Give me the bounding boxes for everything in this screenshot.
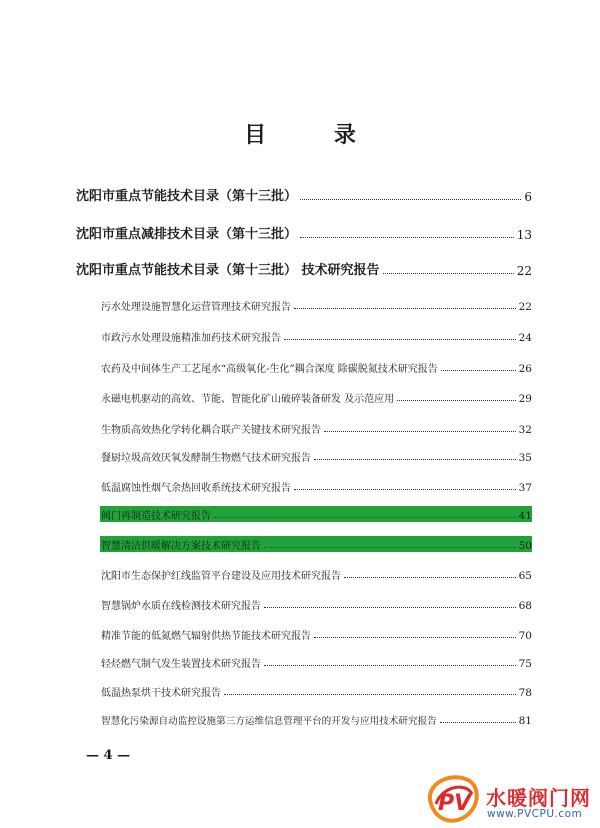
toc-page-number: 32 [518,424,532,436]
toc-main-entry[interactable] [76,223,532,242]
toc-sub-entry-highlighted[interactable] [100,506,532,522]
toc-page-number: 70 [518,630,532,642]
toc-sub-entry[interactable] [101,328,532,344]
watermark-url: www.PVCPU.com [487,808,583,820]
dot-leader [300,237,514,238]
toc-entry-label: 低温热泵烘干技术研究报告 [101,688,221,699]
toc-sub-entry[interactable] [101,654,532,670]
toc-entry-label: 餐厨垃圾高效厌氧发酵制生物燃气技术研究报告 [101,453,311,464]
dot-leader [440,722,516,723]
dot-leader [397,400,515,401]
page-number: — 4 — [86,748,131,763]
toc-page-number: 26 [518,363,532,375]
dot-leader [264,607,516,608]
toc-page-number: 41 [518,510,532,522]
toc-page-number: 50 [518,540,532,552]
toc-sub-entry[interactable] [101,683,532,699]
dot-leader [344,577,516,578]
toc-page-number: 35 [518,452,532,464]
toc-main-entry[interactable] [76,185,532,204]
toc-entry-label: 农药及中间体生产工艺尾水“高级氧化-生化”耦合深度 除碳脱氮技术研究报告 [101,364,438,375]
toc-entry-label: 精准节能的低氮燃气辐射供热节能技术研究报告 [101,631,311,642]
dot-leader [264,547,516,548]
dot-leader [214,517,516,518]
toc-sub-entry[interactable] [101,389,532,405]
toc-sub-entry[interactable] [101,420,532,436]
toc-page-number: 22 [518,301,532,313]
toc-entry-label: 低温腐蚀性烟气余热回收系统技术研究报告 [101,483,291,494]
toc-entry-label: 轻烃燃气制气发生装置技术研究报告 [101,659,261,670]
dot-leader [324,431,516,432]
toc-sub-entry[interactable] [101,478,532,494]
watermark-logo-icon [422,770,484,826]
toc-sub-entry-highlighted[interactable] [100,536,532,552]
dot-leader [314,637,516,638]
toc-page-number: 22 [516,264,532,278]
toc-page-number: 78 [518,687,532,699]
dot-leader [300,199,521,200]
toc-sub-entry[interactable] [101,711,532,727]
toc-entry-label: 沈阳市重点节能技术目录（第十三批） [76,189,298,204]
toc-sub-entry[interactable] [101,359,532,375]
toc-page-number: 13 [516,228,532,242]
toc-entry-label: 沈阳市生态保护红线监管平台建设及应用技术研究报告 [101,571,341,582]
dot-leader [314,459,516,460]
toc-page-number: 37 [518,482,532,494]
dot-leader [284,339,516,340]
dot-leader [224,694,516,695]
toc-page-number: 65 [518,570,532,582]
toc-sub-entry[interactable] [101,297,532,313]
toc-page-number: 81 [518,715,532,727]
toc-sub-entry[interactable] [101,448,532,464]
dot-leader [264,665,516,666]
toc-entry-label: 阀门再制造技术研究报告 [101,511,211,522]
toc-sub-entry[interactable] [101,626,532,642]
toc-main-entry[interactable] [76,259,532,278]
watermark-logo-letters: PV [438,791,472,816]
toc-sub-entry[interactable] [101,596,532,612]
toc-entry-label: 污水处理设施智慧化运营管理技术研究报告 [101,302,291,313]
toc-entry-label: 生物质高效热化学转化耦合联产关键技术研究报告 [101,425,321,436]
toc-entry-label: 沈阳市重点节能技术目录（第十三批） 技术研究报告 [76,263,380,278]
toc-entry-label: 智慧锅炉水质在线检测技术研究报告 [101,601,261,612]
toc-entry-label: 智慧化污染源自动监控设施第三方运维信息管理平台的开发与应用技术研究报告 [101,716,437,727]
toc-entry-label: 智慧清洁供暖解决方案技术研究报告 [101,541,261,552]
watermark-site-name: 水暖阀门网 [486,786,591,810]
toc-entry-label: 沈阳市重点减排技术目录（第十三批） [76,227,298,242]
toc-page-number: 68 [518,600,532,612]
toc-page-number: 75 [518,658,532,670]
page-title: 目 录 [244,122,386,148]
toc-page-number: 6 [524,190,532,204]
dot-leader [294,308,516,309]
toc-entry-label: 市政污水处理设施精准加药技术研究报告 [101,333,281,344]
toc-page-number: 29 [518,393,532,405]
dot-leader [294,489,516,490]
dot-leader [383,273,514,274]
dot-leader [441,370,516,371]
toc-entry-label: 永磁电机驱动的高效、节能、智能化矿山破碎装备研发 及示范应用 [101,394,395,405]
toc-page-number: 24 [518,332,532,344]
toc-sub-entry[interactable] [101,566,532,582]
